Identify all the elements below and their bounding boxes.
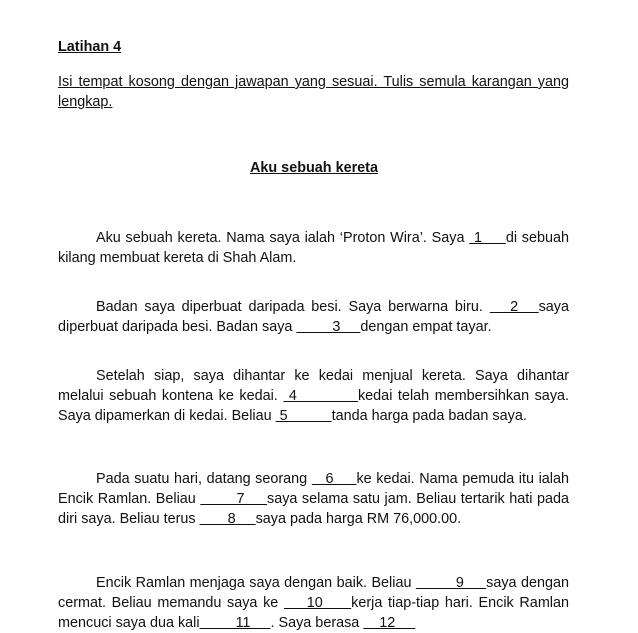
paragraph-text: Badan saya diperbuat daripada besi. Saya berwarna biru.: [96, 299, 490, 315]
paragraph-text: di sebuah kilang membuat kereta di Shah Alam.: [58, 230, 570, 266]
blank-7: 7: [200, 491, 268, 507]
blank-8: 8: [199, 511, 256, 527]
essay-paragraph-2: [58, 297, 569, 337]
paragraph-text: kedai telah membersihkan saya. Saya dipamerkan di kedai. Beliau: [58, 388, 570, 424]
blank-1: 1: [469, 230, 506, 246]
blank-2: 2: [489, 299, 539, 315]
paragraph-text: Setelah siap, saya dihantar ke kedai menjual kereta. Saya dihantar melalui sebuah kontena ke kedai.: [58, 368, 569, 404]
blank-10: 10: [283, 595, 352, 611]
paragraph-text: saya dengan cermat. Beliau memandu saya ke: [58, 575, 569, 611]
blank-3: 3: [296, 319, 361, 335]
blank-12: 12: [363, 615, 416, 631]
essay-paragraph-5: [58, 573, 569, 633]
exercise-heading: Latihan 4: [58, 39, 122, 55]
blank-5: 5: [275, 408, 332, 424]
paragraph-text: Pada suatu hari, datang seorang: [96, 471, 312, 487]
paragraph-text: saya pada harga RM 76,000.00.: [255, 511, 462, 527]
exercise-instructions: Isi tempat kosong dengan jawapan yang sesuai. Tulis semula karangan yang lengkap.: [58, 74, 569, 110]
paragraph-text: dengan empat tayar.: [360, 319, 492, 335]
paragraph-text: Aku sebuah kereta. Nama saya ialah ‘Proton Wira’. Saya: [96, 230, 470, 246]
essay-title: Aku sebuah kereta: [250, 160, 378, 176]
blank-9: 9: [415, 575, 487, 591]
blank-6: 6: [311, 471, 357, 487]
paragraph-text: . Saya berasa: [270, 615, 364, 631]
essay-paragraph-3: [58, 366, 569, 426]
essay-paragraph-1: [58, 228, 569, 268]
paragraph-text: saya selama satu jam. Beliau tertarik hati pada diri saya. Beliau terus: [58, 491, 569, 527]
blank-11: 11: [199, 615, 271, 631]
essay-paragraph-4: [58, 469, 569, 529]
paragraph-text: tanda harga pada badan saya.: [331, 408, 527, 424]
paragraph-text: ke kedai. Nama pemuda itu ialah Encik Ramlan. Beliau: [58, 471, 569, 507]
paragraph-text: saya diperbuat daripada besi. Badan saya: [58, 299, 569, 335]
paragraph-text: kerja tiap-tiap hari. Encik Ramlan mencuci saya dua kali: [58, 595, 570, 631]
blank-4: 4: [283, 388, 358, 404]
paragraph-text: Encik Ramlan menjaga saya dengan baik. Beliau: [96, 575, 416, 591]
